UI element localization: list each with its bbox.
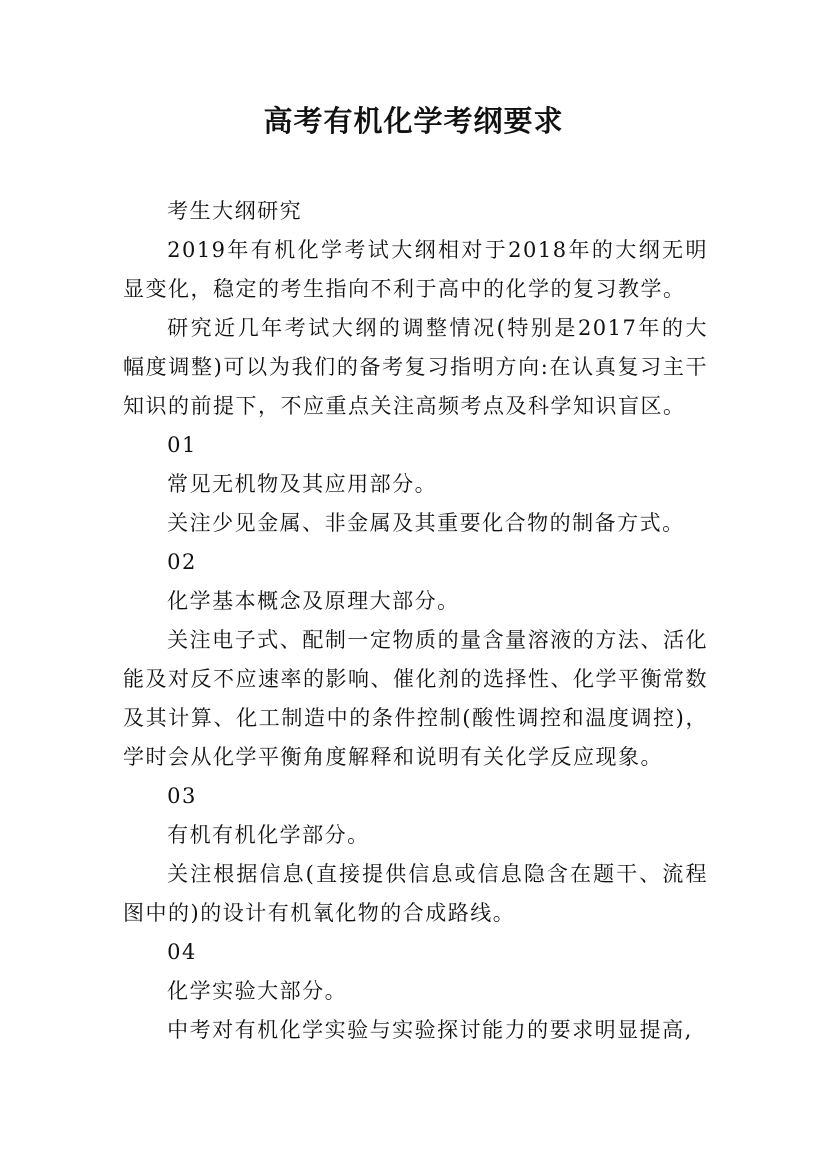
paragraph-2: 2019年有机化学考试大纲相对于2018年的大纲无明显变化，稳定的考生指向不利于高中的化学的复习教学。 xyxy=(123,238,708,301)
section-number-04: 04 xyxy=(167,940,197,964)
section-number-02: 02 xyxy=(167,550,197,574)
paragraph-3: 研究近几年考试大纲的调整情况(特别是2017年的大幅度调整)可以为我们的备考复习指明方向:在认真复习主干知识的前提下，不应重点关注高频考点及科学知识盲区。 xyxy=(123,316,708,418)
paragraph-6: 关注少见金属、非金属及其重要化合物的制备方式。 xyxy=(167,511,685,535)
paragraph-1: 考生大纲研究 xyxy=(167,199,303,223)
section-number-01: 01 xyxy=(167,433,197,457)
paragraph-12: 关注根据信息(直接提供信息或信息隐含在题干、流程图中的)的设计有机氧化物的合成路线。 xyxy=(123,862,708,925)
section-heading-03: 有机有机化学部分。 xyxy=(167,823,370,847)
section-heading-02: 化学基本概念及原理大部分。 xyxy=(167,589,460,613)
section-number-03: 03 xyxy=(167,784,197,808)
section-heading-01: 常见无机物及其应用部分。 xyxy=(167,472,438,496)
document-title: 高考有机化学考纲要求 xyxy=(263,104,564,138)
section-heading-04: 化学实验大部分。 xyxy=(167,979,348,1003)
document-body xyxy=(123,192,708,1050)
paragraph-15: 中考对有机化学实验与实验探讨能力的要求明显提高, xyxy=(167,1018,693,1042)
paragraph-9: 关注电子式、配制一定物质的量含量溶液的方法、活化能及对反不应速率的影响、催化剂的选择性、化学平衡常数及其计算、化工制造中的条件控制(酸性调控和温度调控)，学时会从化学平衡角度解释和说明有关化学反应现象。 xyxy=(123,628,708,769)
